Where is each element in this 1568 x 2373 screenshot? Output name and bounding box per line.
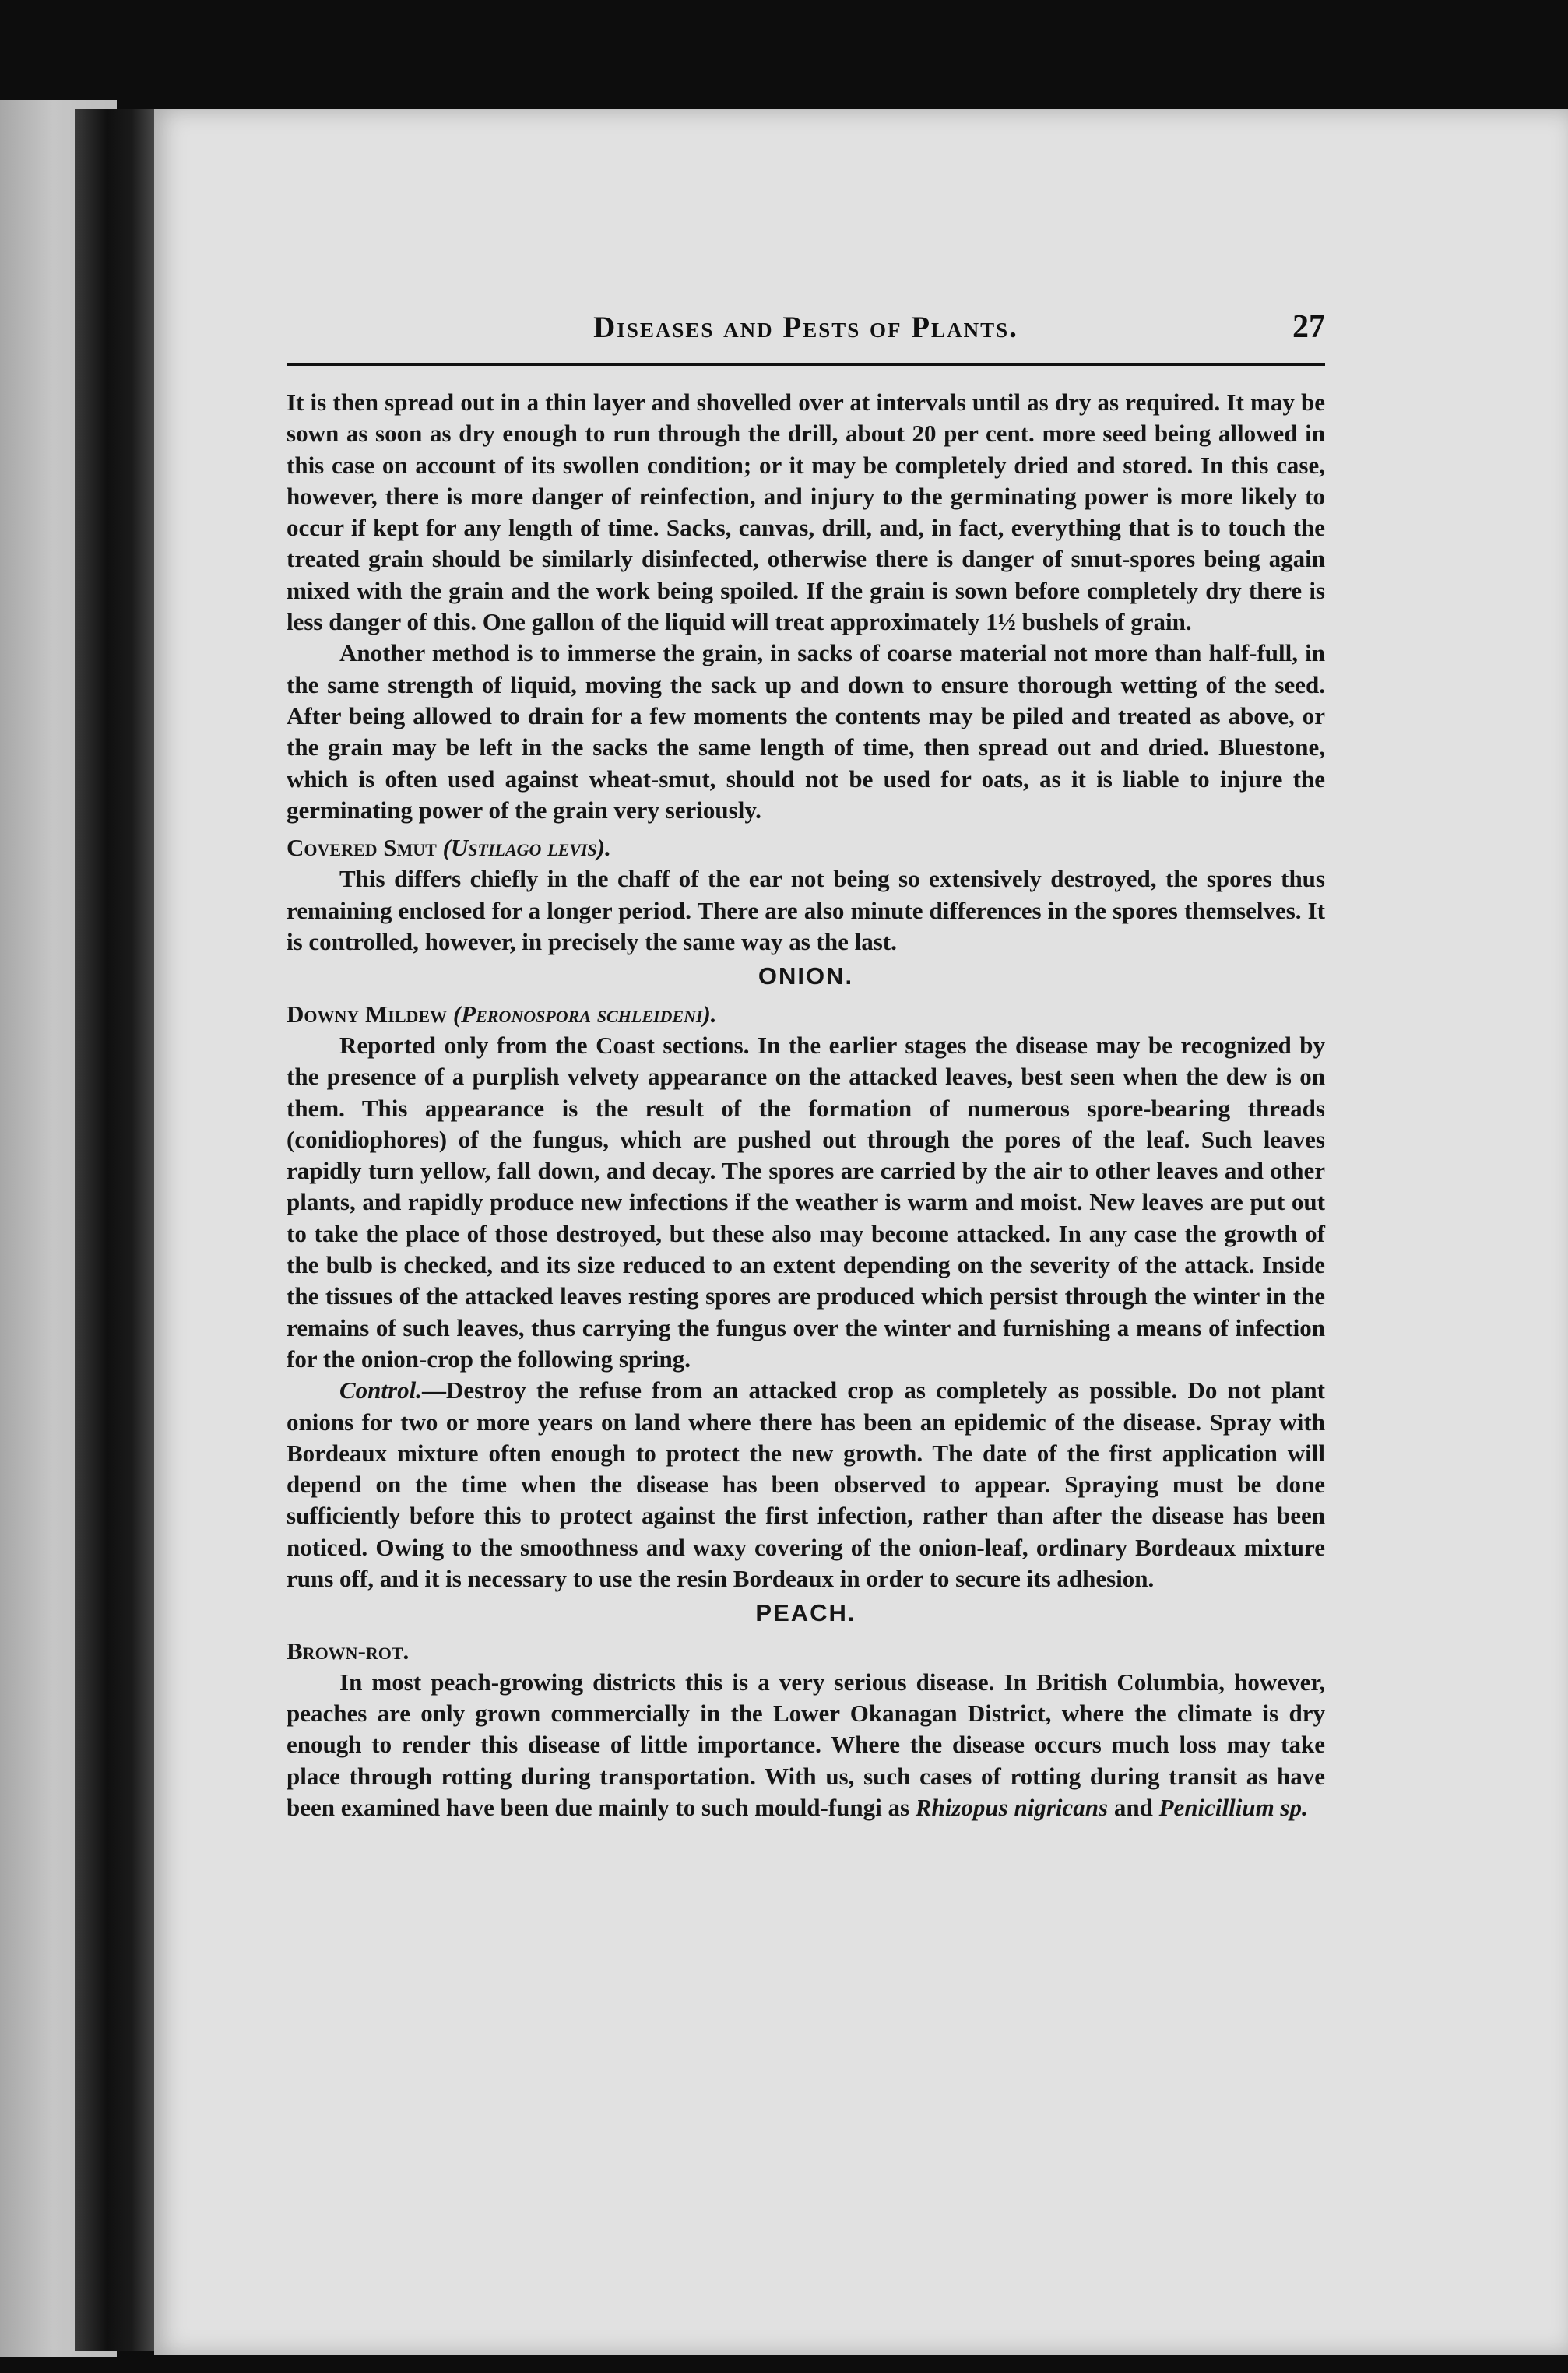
paragraph-brown-rot xyxy=(287,1667,1325,1823)
downy-mildew-latin: (Peronospora schleideni). xyxy=(452,1000,717,1028)
covered-smut-label: Covered Smut xyxy=(287,834,437,862)
paragraph-control xyxy=(287,1375,1325,1594)
paragraph-reinfection: It is then spread out in a thin layer and shovelled over at intervals until as dry as required. It may be sown as soon as dry enough to run through the drill, about 20 per cent. more seed being allowed in this case on account of its swollen condition; or it may be completely dried and stored. In this case, however, there is more danger of reinfection, and injury to the germinating power is more likely to occur if kept for any length of time. Sacks, canvas, drill, and, in fact, everything that is to touch the treated grain should be similarly disinfected, otherwise there is danger of smut-spores being again mixed with the grain and the work being spoiled. If the grain is sown before completely dry there is less danger of this. One gallon of the liquid will treat approximately 1½ bushels of grain. xyxy=(287,388,1325,636)
control-text: —Destroy the refuse from an attacked crop as completely as possible. Do not plant onions for two or more years on land where there has been an epidemic of the disease. Spray with Bordeaux mixture often enough to protect the new growth. The date of the first application will depend on the time when the disease has been observed to appear. Spraying must be done sufficiently before this to protect against the first infection, rather than after the disease has been noticed. Owing to the smoothness and waxy covering of the onion-leaf, ordinary Bordeaux mixture runs off, and it is necessary to use the resin Bordeaux in order to secure its adhesion. xyxy=(287,1376,1325,1592)
rhizopus-name: Rhizopus nigricans xyxy=(915,1794,1109,1822)
subheading-covered-smut xyxy=(287,832,1325,863)
paragraph-immersion-method: Another method is to immerse the grain, in sacks of coarse material not more than half-full, in the same strength of liquid, moving the sack up and down to ensure thorough wetting of the seed. After being allowed to drain for a few moments the contents may be piled and treated as above, or the grain may be left in the sacks the same length of time, then spread out and dried. Bluestone, which is often used against wheat-smut, should not be used for oats, as it is liable to injure the germinating power of the grain very seriously. xyxy=(287,639,1325,824)
penicillium-name: Penicillium sp. xyxy=(1158,1794,1308,1822)
control-label: Control. xyxy=(339,1376,422,1404)
section-title-peach: PEACH. xyxy=(755,1599,856,1627)
running-title: Diseases and Pests of Plants. xyxy=(593,311,1018,344)
page-body xyxy=(287,387,1325,1823)
book-spine-shadow xyxy=(75,109,156,2351)
section-title-onion: ONION. xyxy=(758,962,854,990)
subheading-downy-mildew xyxy=(287,999,1325,1030)
covered-smut-latin: (Ustilago levis). xyxy=(442,834,611,862)
and-word: and xyxy=(1113,1794,1153,1822)
subheading-brown-rot: Brown-rot. xyxy=(287,1636,410,1665)
downy-mildew-label: Downy Mildew xyxy=(287,1000,448,1028)
paragraph-covered-smut: This differs chiefly in the chaff of the ear not being so extensively destroyed, the spores thus remaining enclosed for a longer period. There are also minute differences in the spores themselves. It is controlled, however, in precisely the same way as the last. xyxy=(287,865,1325,956)
brown-rot-text: In most peach-growing districts this is a very serious disease. In British Columbia, however, peaches are only grown commercially in the Lower Okanagan District, where the climate is dry enough to render this disease of little importance. Where the disease occurs much loss may take place through rotting during transportation. With us, such cases of rotting during transit as have been examined have been due mainly to such mould-fungi as xyxy=(287,1668,1325,1822)
page-number: 27 xyxy=(1292,309,1325,345)
page-header xyxy=(287,308,1325,366)
paragraph-downy-mildew: Reported only from the Coast sections. In the earlier stages the disease may be recognized by the presence of a purplish velvety appearance on the attacked leaves, best seen when the dew is on them. This appearance is the result of the formation of numerous spore-bearing threads (conidiophores) of the fungus, which are pushed out through the pores of the leaf. Such leaves rapidly turn yellow, fall down, and decay. The spores are carried by the air to other leaves and other plants, and rapidly produce new infections if the weather is warm and moist. New leaves are put out to take the place of those destroyed, but these also may become attacked. In any case the growth of the bulb is checked, and its size reduced to an extent depending on the severity of the attack. Inside the tissues of the attacked leaves resting spores are produced which persist through the winter in the remains of such leaves, thus carrying the fungus over the winter and furnishing a means of infection for the onion-crop the following spring. xyxy=(287,1031,1325,1373)
